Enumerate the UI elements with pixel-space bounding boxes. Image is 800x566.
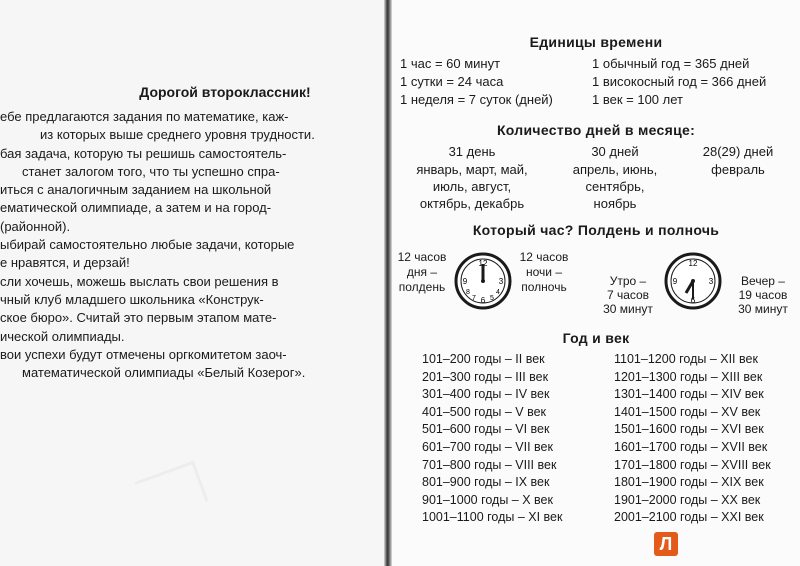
century-row: 501–600 годы – VI век	[422, 422, 550, 437]
intro-line: ематической олимпиаде, а затем и на город-	[0, 200, 272, 216]
left-page	[0, 0, 384, 566]
svg-text:7: 7	[472, 295, 476, 302]
intro-line: бая задача, которую ты решишь самостоятель-	[0, 145, 287, 161]
svg-text:4: 4	[496, 289, 500, 296]
morning-label-line: 30 минут	[603, 302, 653, 316]
morning-label	[598, 274, 658, 316]
svg-text:8: 8	[466, 289, 470, 296]
time-unit-item: 1 сутки = 24 часа	[400, 74, 504, 89]
century-row: 601–700 годы – VII век	[422, 440, 553, 454]
noon-label	[392, 250, 452, 295]
century-row: 801–900 годы – IX век	[422, 475, 550, 490]
intro-line: (районной).	[0, 218, 71, 234]
morning-label-line: Утро –	[609, 274, 647, 288]
svg-text:6: 6	[480, 296, 486, 305]
noon-midnight-clock-icon	[454, 252, 512, 310]
month-days-title: Количество дней в месяце:	[496, 122, 696, 138]
svg-text:9: 9	[672, 277, 678, 286]
intro-line: сли хочешь, можешь выслать свои решения в	[0, 273, 279, 289]
intro-line: из которых выше среднего уровня трудности.	[40, 127, 315, 143]
morning-label-line: 7 часов	[606, 288, 650, 302]
svg-text:12: 12	[688, 259, 698, 268]
century-row: 1201–1300 годы – XIII век	[614, 369, 763, 384]
century-row: 1701–1800 годы – XVIII век	[614, 457, 771, 472]
time-unit-item: 1 час = 60 минут	[400, 56, 501, 71]
century-row: 901–1000 годы – X век	[422, 492, 553, 507]
book-spine	[384, 0, 392, 566]
time-unit-item: 1 високосный год = 366 дней	[592, 74, 767, 89]
intro-line: вои успехи будут отмечены оргкомитетом заоч-	[0, 346, 287, 362]
century-row: 701–800 годы – VIII век	[422, 457, 557, 472]
intro-line: математической олимпиады «Белый Козерог».	[22, 365, 306, 381]
century-row: 101–200 годы – II век	[422, 352, 545, 366]
midnight-label-line: полночь	[521, 280, 567, 294]
century-row: 1801–1900 годы – XIX век	[614, 475, 764, 490]
month-list: апрель, июнь,	[572, 162, 658, 177]
svg-text:6: 6	[690, 296, 696, 305]
intro-line: станет залогом того, что ты успешно спра-	[22, 163, 280, 179]
svg-text:5: 5	[490, 295, 494, 302]
days-28-head: 28(29) дней	[702, 144, 774, 159]
time-unit-item: 1 обычный год = 365 дней	[592, 56, 750, 71]
intro-line: е нравятся, и дерзай!	[0, 255, 130, 271]
century-row: 1501–1600 годы – XVI век	[614, 422, 764, 437]
midnight-label	[516, 250, 572, 295]
noon-label-line: дня –	[406, 265, 438, 279]
century-row: 401–500 годы – V век	[422, 404, 547, 419]
century-row: 301–400 годы – IV век	[422, 387, 550, 402]
month-list: февраль	[711, 162, 765, 177]
evening-label-line: Вечер –	[741, 274, 785, 288]
century-row: 1001–1100 годы – XI век	[422, 510, 563, 525]
publisher-logo-badge: Л	[654, 532, 678, 556]
intro-line: ское бюро». Считай это первым этапом мате-	[0, 310, 277, 326]
month-list: сентябрь,	[585, 179, 645, 194]
intro-line: ыбирай самостоятельно любые задачи, которые	[0, 237, 295, 253]
years-centuries-title: Год и век	[562, 330, 630, 346]
show-through-logo	[135, 461, 209, 523]
right-page	[392, 0, 800, 566]
time-unit-item: 1 век = 100 лет	[592, 92, 683, 107]
intro-line: чный клуб младшего школьника «Конструк-	[0, 291, 264, 307]
intro-line: иться с аналогичным заданием на школьной	[0, 182, 272, 198]
intro-line: ической олимпиады.	[0, 328, 125, 344]
midnight-label-line: ночи –	[526, 265, 562, 279]
noon-label-line: полдень	[398, 280, 446, 294]
century-row: 201–300 годы – III век	[422, 369, 549, 384]
greeting-heading: Дорогой второклассник!	[139, 84, 311, 100]
century-row: 1601–1700 годы – XVII век	[614, 440, 768, 454]
intro-line: ебе предлагаются задания по математике, каж-	[0, 109, 289, 124]
evening-label-line: 19 часов	[738, 288, 788, 302]
century-row: 1301–1400 годы – XIV век	[614, 387, 764, 402]
century-row: 1101–1200 годы – XII век	[614, 352, 758, 366]
svg-text:3: 3	[708, 277, 714, 286]
month-list: октябрь, декабрь	[419, 196, 525, 211]
svg-text:12: 12	[478, 259, 488, 268]
what-time-title: Который час? Полдень и полночь	[472, 222, 720, 238]
midnight-label-line: 12 часов	[519, 250, 569, 264]
days-30-head: 30 дней	[591, 144, 639, 159]
intro-text	[0, 108, 384, 382]
month-list: январь, март, май,	[416, 162, 528, 177]
noon-label-line: 12 часов	[397, 250, 447, 264]
century-row: 1401–1500 годы – XV век	[614, 404, 761, 419]
month-list: ноябрь	[593, 196, 637, 211]
century-row: 1901–2000 годы – XX век	[614, 492, 761, 507]
svg-text:3: 3	[498, 277, 504, 286]
evening-label-line: 30 минут	[738, 302, 788, 316]
time-units-title: Единицы времени	[529, 34, 663, 50]
days-31-head: 31 день	[448, 144, 496, 159]
evening-label	[730, 274, 796, 316]
century-row: 2001–2100 годы – XXI век	[614, 510, 764, 525]
svg-text:9: 9	[462, 277, 468, 286]
time-unit-item: 1 неделя = 7 суток (дней)	[400, 92, 553, 107]
half-past-seven-clock-icon	[664, 252, 722, 310]
month-list: июль, август,	[432, 179, 512, 194]
